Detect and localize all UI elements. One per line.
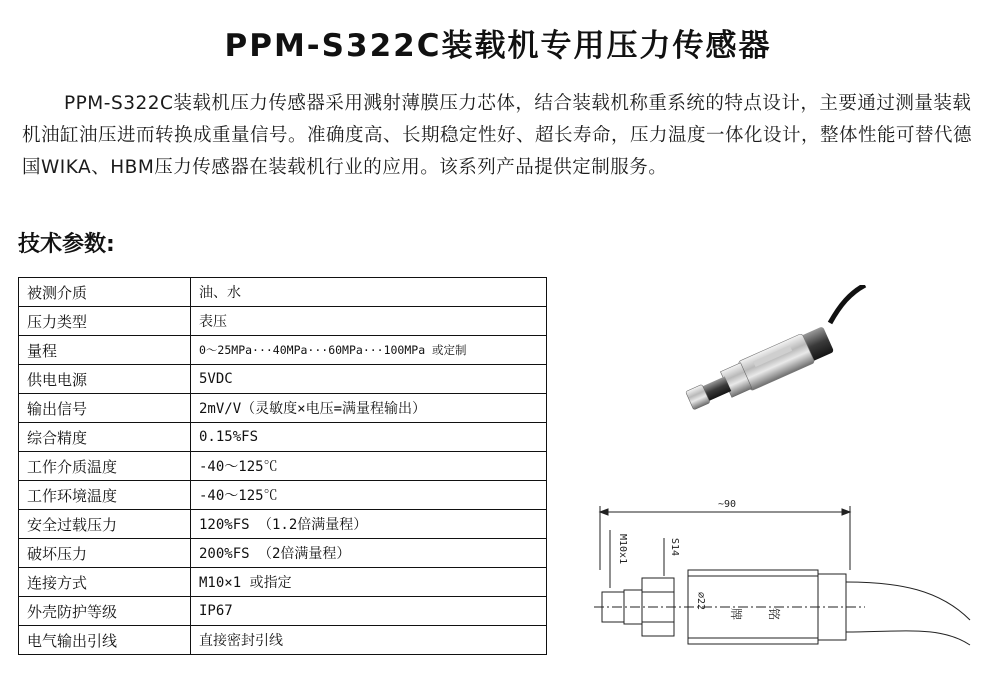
dimension-drawing bbox=[580, 490, 980, 660]
spec-value: 2mV/V（灵敏度×电压=满量程输出） bbox=[191, 394, 547, 423]
table-row bbox=[19, 539, 547, 568]
spec-value: -40～125℃ bbox=[191, 481, 547, 510]
table-row bbox=[19, 307, 547, 336]
table-row bbox=[19, 597, 547, 626]
spec-value: IP67 bbox=[191, 597, 547, 626]
spec-value: 120%FS （1.2倍满量程） bbox=[191, 510, 547, 539]
arrow-right bbox=[842, 509, 850, 515]
spec-key: 工作环境温度 bbox=[19, 481, 191, 510]
spec-key: 破坏压力 bbox=[19, 539, 191, 568]
spec-key: 供电电源 bbox=[19, 365, 191, 394]
table-row bbox=[19, 423, 547, 452]
dim-diameter-label: ⌀22 bbox=[695, 592, 706, 611]
spec-key: 输出信号 bbox=[19, 394, 191, 423]
dim-length-label: ~90 bbox=[718, 499, 737, 510]
table-row bbox=[19, 626, 547, 655]
spec-value: 0～25MPa···40MPa···60MPa···100MPa 或定制 bbox=[191, 336, 547, 365]
product-photo bbox=[680, 285, 880, 445]
spec-key: 工作介质温度 bbox=[19, 452, 191, 481]
spec-key: 电气输出引线 bbox=[19, 626, 191, 655]
spec-value: 200%FS （2倍满量程） bbox=[191, 539, 547, 568]
spec-key: 被测介质 bbox=[19, 278, 191, 307]
arrow-left bbox=[600, 509, 608, 515]
section-heading-specs: 技术参数: bbox=[18, 232, 115, 257]
spec-key: 量程 bbox=[19, 336, 191, 365]
table-row bbox=[19, 568, 547, 597]
table-row bbox=[19, 365, 547, 394]
table-row bbox=[19, 278, 547, 307]
table-row bbox=[19, 394, 547, 423]
description-text: PPM-S322C装载机压力传感器采用溅射薄膜压力芯体，结合装载机称重系统的特点设计，主要通过测量装载机油缸油压进而转换成重量信号。准确度高、长期稳定性好、超长寿命，压力温度一体化设计，整体性能可替代德国WIKA、HBM压力传感器在装载机行业的应用。该系列产品提供定制服务。 bbox=[22, 93, 973, 178]
spec-table bbox=[18, 277, 547, 655]
spec-value: 5VDC bbox=[191, 365, 547, 394]
dim-thread-label: M10x1 bbox=[617, 534, 628, 565]
spec-key: 外壳防护等级 bbox=[19, 597, 191, 626]
spec-value: 表压 bbox=[191, 307, 547, 336]
dim-hex-label: S14 bbox=[669, 538, 680, 557]
cable bbox=[830, 285, 865, 323]
spec-value: 直接密封引线 bbox=[191, 626, 547, 655]
table-row bbox=[19, 481, 547, 510]
table-row bbox=[19, 452, 547, 481]
spec-key: 综合精度 bbox=[19, 423, 191, 452]
spec-value: -40～125℃ bbox=[191, 452, 547, 481]
page-title: PPM-S322C装载机专用压力传感器 bbox=[224, 28, 772, 64]
spec-value: 0.15%FS bbox=[191, 423, 547, 452]
table-row bbox=[19, 336, 547, 365]
spec-key: 连接方式 bbox=[19, 568, 191, 597]
spec-value: 油、水 bbox=[191, 278, 547, 307]
drawing-cable bbox=[846, 582, 970, 645]
spec-value: M10×1 或指定 bbox=[191, 568, 547, 597]
table-row bbox=[19, 510, 547, 539]
spec-key: 压力类型 bbox=[19, 307, 191, 336]
nameplate-text: 铭 bbox=[767, 608, 781, 621]
spec-key: 安全过载压力 bbox=[19, 510, 191, 539]
nameplate-text: 牌 bbox=[729, 608, 743, 621]
product-description bbox=[22, 88, 982, 184]
